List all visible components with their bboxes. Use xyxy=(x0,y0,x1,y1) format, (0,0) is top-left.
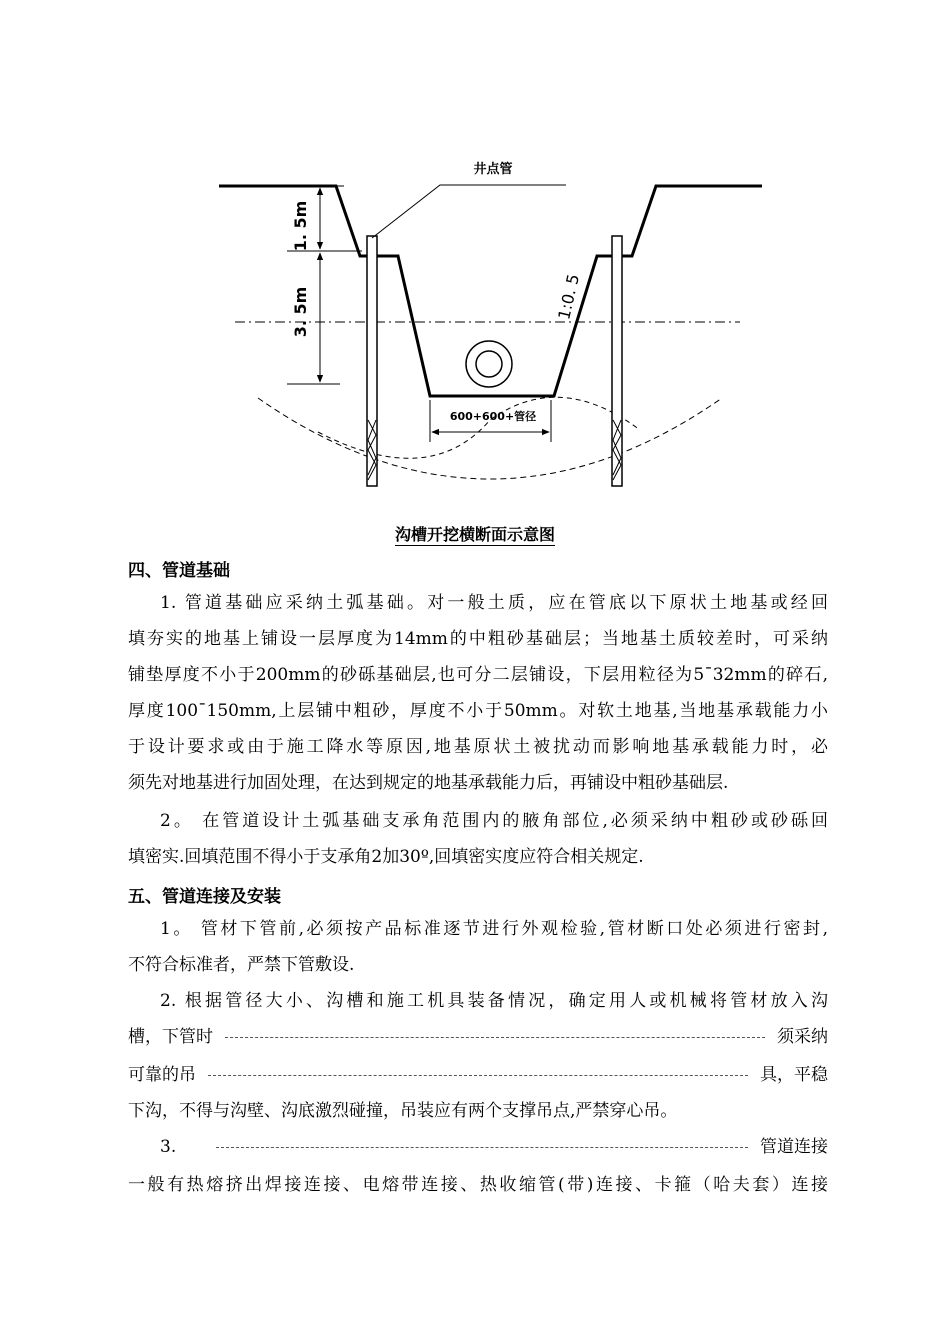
text-fragment: 须采纳 xyxy=(777,1027,828,1047)
paragraph-line: 2. 根据管径大小、沟槽和施工机具装备情况，确定用人或机械将管材放入沟 xyxy=(160,991,828,1011)
well-label-leader xyxy=(372,185,566,238)
paragraph-line: 一般有热熔挤出焊接连接、电熔带连接、热收缩管(带)连接、卡箍（哈夫套）连接 xyxy=(128,1175,828,1195)
paragraph-line: 下沟，不得与沟壁、沟底激烈碰撞，吊装应有两个支撑吊点,严禁穿心吊。 xyxy=(128,1101,678,1121)
slope-label: 1:0. 5 xyxy=(554,272,584,322)
text-fragment: 3. xyxy=(160,1137,177,1157)
well-label: 井点管 xyxy=(473,162,513,177)
dotted-gap xyxy=(208,1075,748,1076)
text-fragment: 槽，下管时 xyxy=(128,1027,213,1047)
paragraph-line: 2。 在管道设计土弧基础支承角范围内的腋角部位,必须采纳中粗砂或砂砾回 xyxy=(160,811,828,831)
paragraph-line-with-gap xyxy=(128,1024,828,1050)
well-pipe-right xyxy=(612,236,622,486)
dotted-gap xyxy=(225,1037,765,1038)
pipe-inner xyxy=(476,351,502,377)
paragraph-line: 厚度100¯150mm,上层铺中粗砂，厚度不小于50mm。对软土地基,当地基承载能力小 xyxy=(128,701,828,721)
paragraph-line-with-gap xyxy=(128,1062,828,1088)
diagram-caption: 沟槽开挖横断面示意图 xyxy=(394,525,555,544)
text-fragment: 具，平稳 xyxy=(760,1065,828,1085)
dotted-gap xyxy=(216,1147,748,1148)
paragraph-line: 铺垫厚度不小于200mm的砂砾基础层,也可分二层铺设，下层用粒径为5¯32mm的碎石, xyxy=(128,665,828,685)
text-fragment: 可靠的吊 xyxy=(128,1065,196,1085)
paragraph-line: 1。 管材下管前,必须按产品标准逐节进行外观检验,管材断口处必须进行密封, xyxy=(160,919,828,939)
well-pipe-left xyxy=(367,236,377,486)
paragraph-line: 1. 管道基础应采纳土弧基础。对一般土质，应在管底以下原状土地基或经回 xyxy=(160,593,828,613)
paragraph-line: 填夯实的地基上铺设一层厚度为14mm的中粗砂基础层；当地基土质较差时，可采纳 xyxy=(128,629,828,649)
paragraph-line: 不符合标准者，严禁下管敷设. xyxy=(128,955,355,975)
paragraph-line: 于设计要求或由于施工降水等原因,地基原状土被扰动而影响地基承载能力时，必 xyxy=(128,737,828,757)
paragraph-line: 填密实.回填范围不得小于支承角2加30º,回填密实度应符合相关规定. xyxy=(128,847,644,867)
width-label: 600+600+管径 xyxy=(449,410,537,423)
pipe-outer xyxy=(466,341,512,387)
text-fragment: 管道连接 xyxy=(760,1137,828,1157)
paragraph-line: 须先对地基进行加固处理，在达到规定的地基承载能力后，再铺设中粗砂基础层. xyxy=(128,773,729,793)
dim-top-label: 1. 5m xyxy=(291,200,310,252)
section-four-heading: 四、管道基础 xyxy=(128,561,230,581)
section-five-heading: 五、管道连接及安装 xyxy=(128,887,281,907)
dim-bottom-label: 3. 5m xyxy=(291,286,310,338)
trench-cross-section-diagram xyxy=(0,0,950,510)
paragraph-line-with-gap xyxy=(160,1134,828,1160)
